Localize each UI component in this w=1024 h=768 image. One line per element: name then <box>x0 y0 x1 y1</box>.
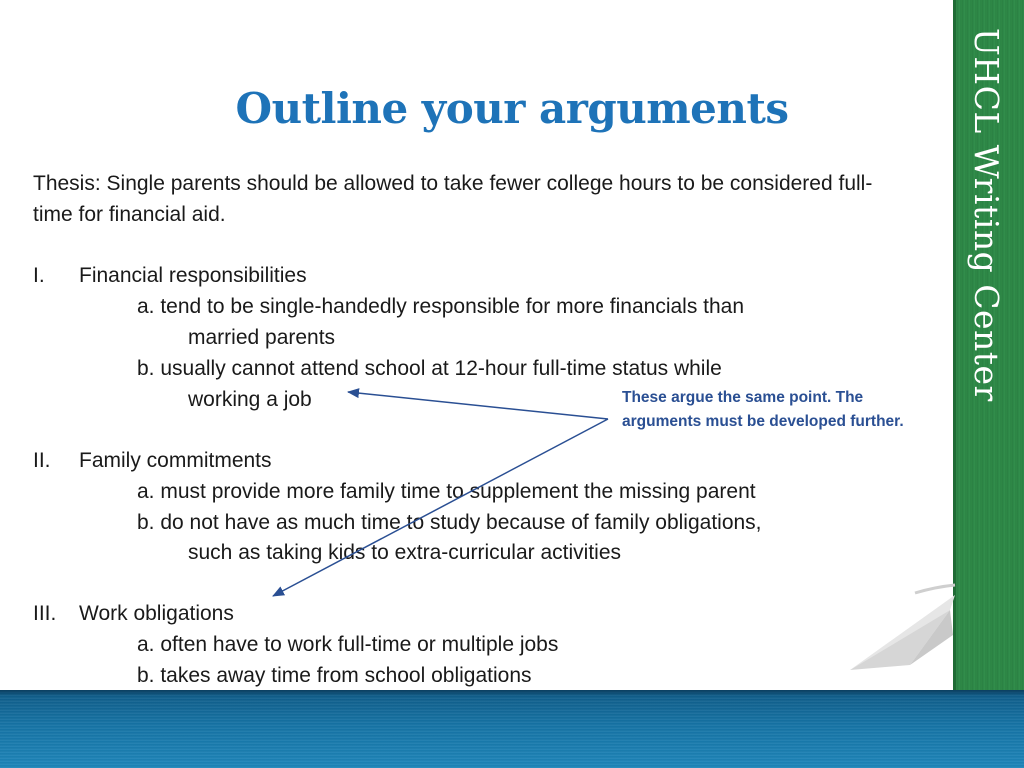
arrow-to-work-obligations <box>273 419 608 596</box>
outline-item: a. tend to be single-handedly responsible for more financials than <box>137 295 745 318</box>
section-heading: Family commitments <box>79 449 272 472</box>
slide-title: Outline your arguments <box>235 84 789 133</box>
section-heading: Work obligations <box>79 602 234 625</box>
thesis-line-1: Thesis: Single parents should be allowed to take fewer college hours to be considered full- <box>33 172 873 195</box>
section-numeral: II. <box>33 449 51 472</box>
section-numeral: I. <box>33 264 45 287</box>
outline-item-continuation: married parents <box>188 326 336 349</box>
callout-note-line-2: arguments must be developed further. <box>622 413 904 430</box>
outline-item: b. do not have as much time to study because of family obligations, <box>137 511 762 534</box>
brand-label: UHCL Writing Center <box>967 28 1006 402</box>
outline-item-continuation: such as taking kids to extra-curricular activities <box>188 541 621 564</box>
callout-note-line-1: These argue the same point. The <box>622 389 864 406</box>
outline-item: b. usually cannot attend school at 12-hour full-time status while <box>137 357 722 380</box>
outline-item: b. takes away time from school obligations <box>137 664 532 687</box>
outline-item: a. often have to work full-time or multiple jobs <box>137 633 559 656</box>
arrow-to-working-a-job <box>348 392 608 419</box>
thesis-line-2: time for financial aid. <box>33 203 226 226</box>
outline-item-continuation: working a job <box>188 388 312 411</box>
section-numeral: III. <box>33 602 57 625</box>
outline-item: a. must provide more family time to supplement the missing parent <box>137 480 756 503</box>
section-heading: Financial responsibilities <box>79 264 307 287</box>
